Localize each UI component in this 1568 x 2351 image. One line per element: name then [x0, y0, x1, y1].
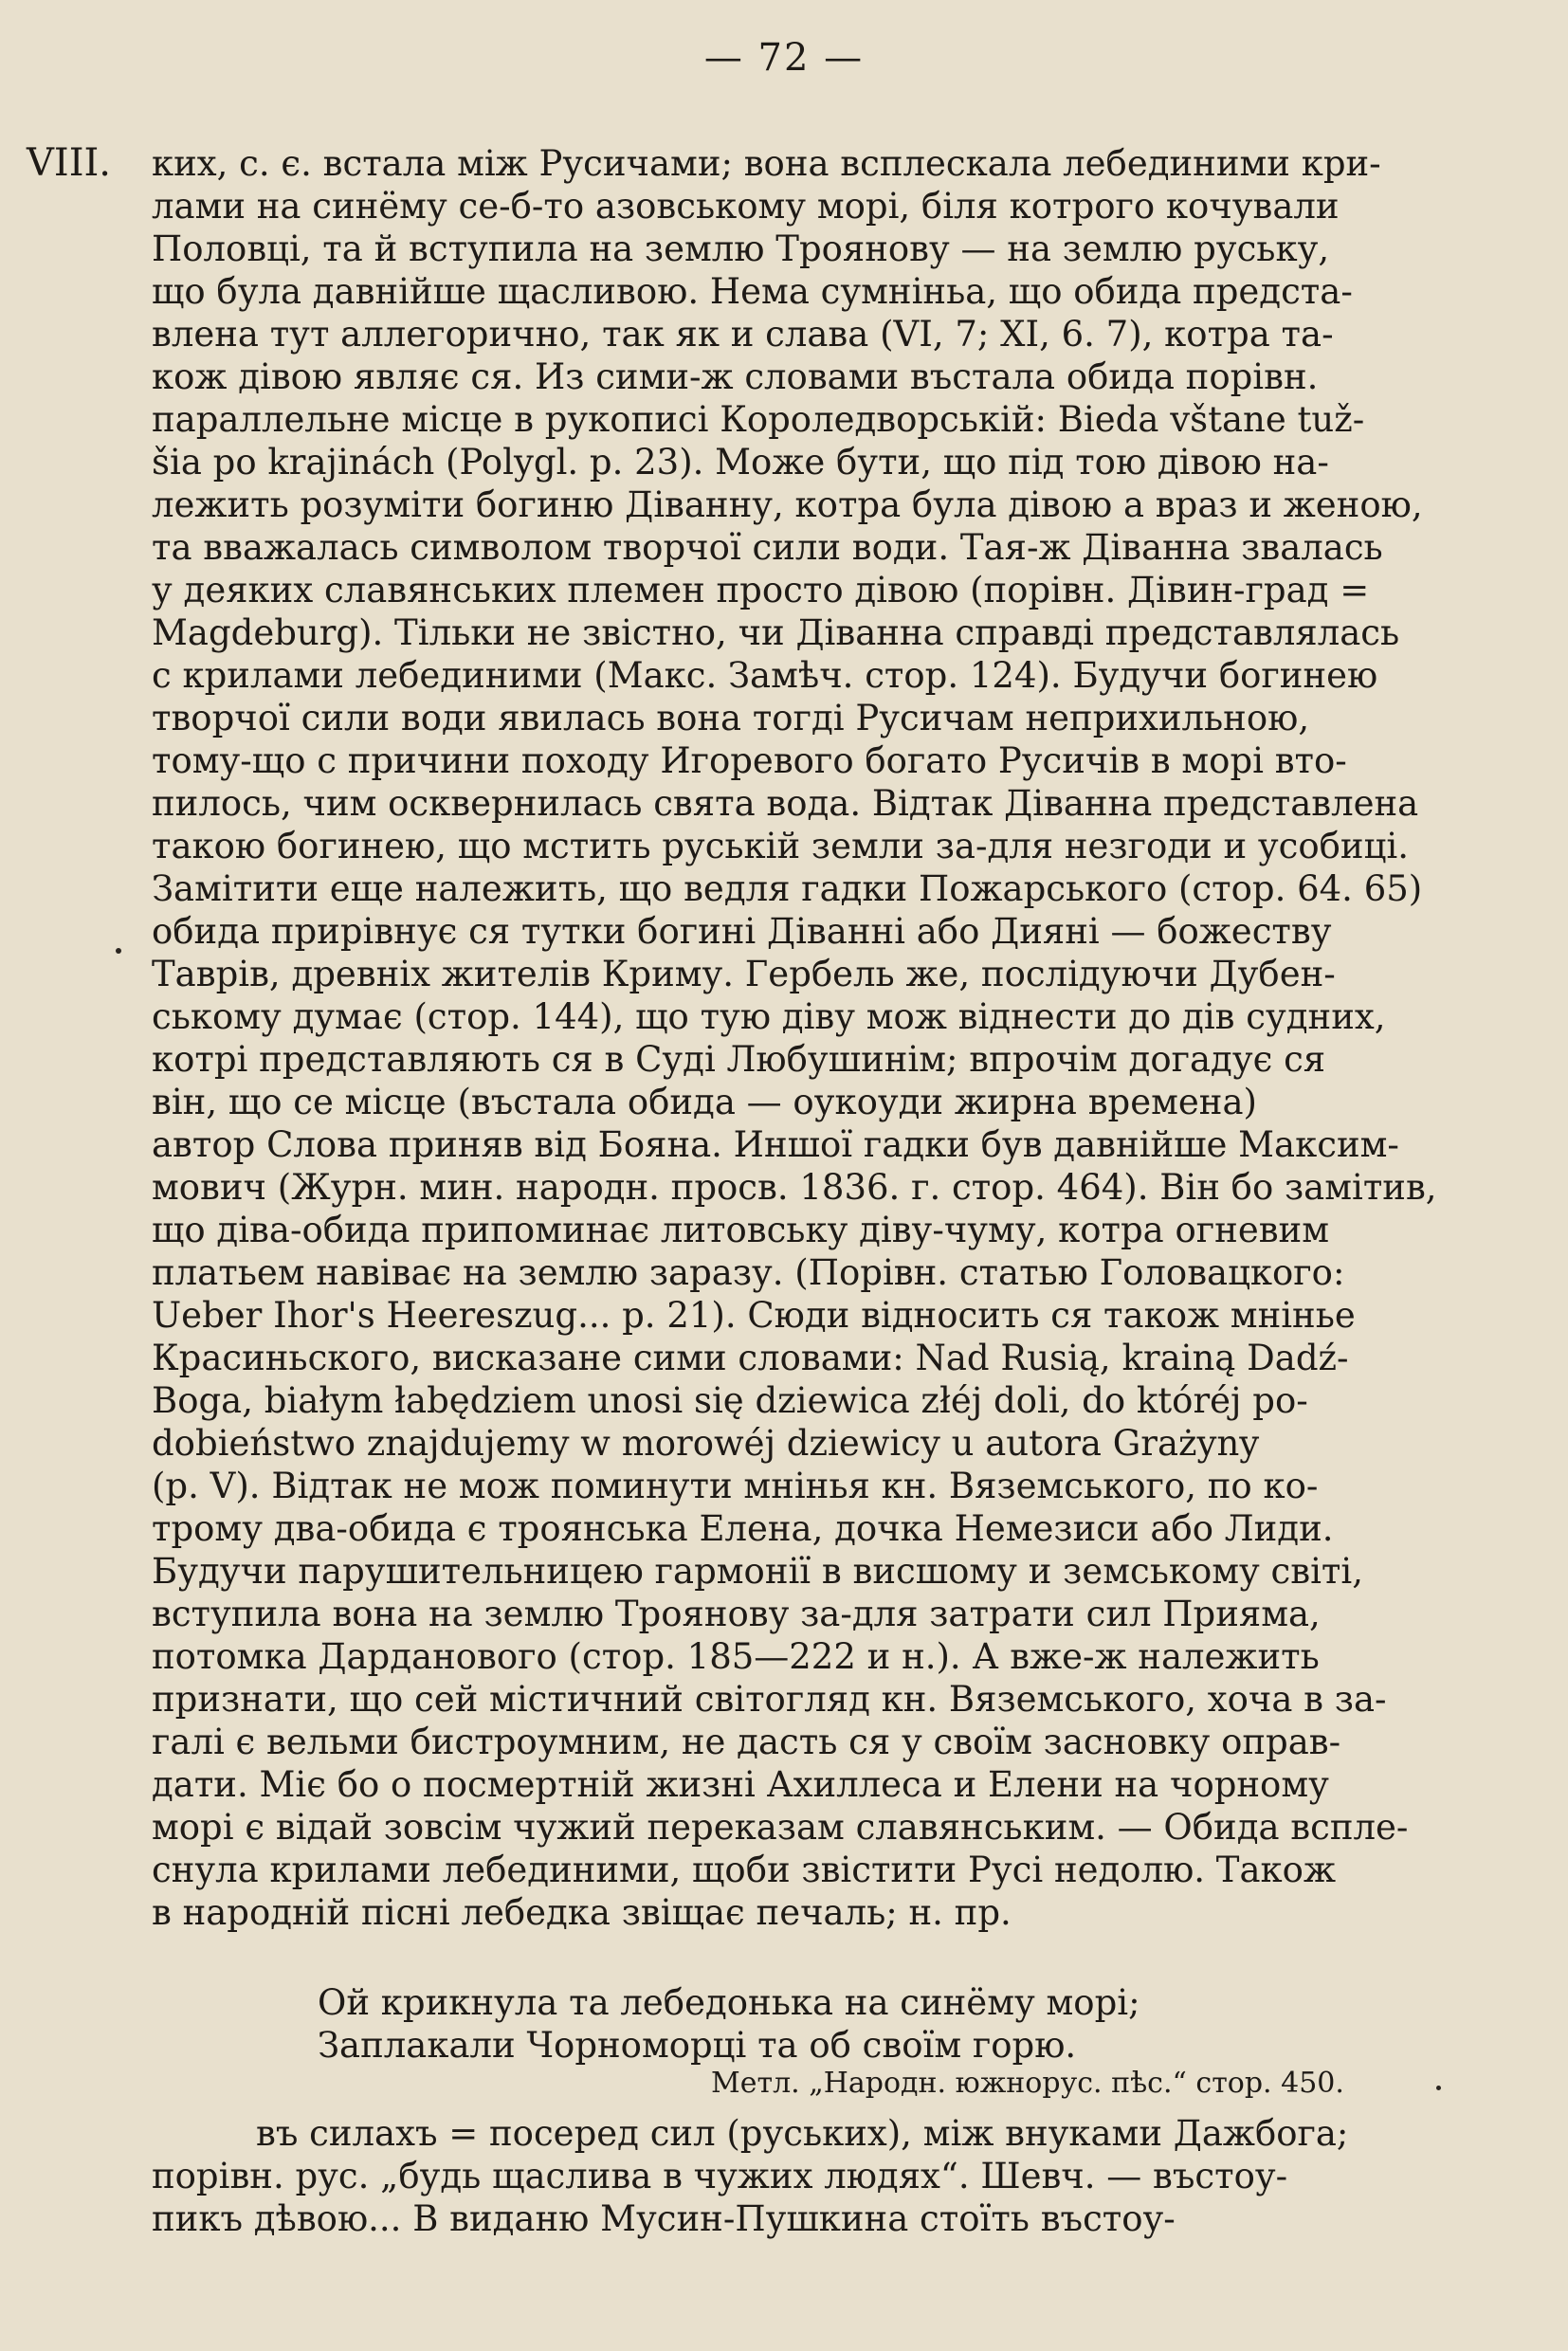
text-line: котрі представляють ся в Суді Любушинім; впрочім догадує ся: [152, 1039, 1326, 1080]
text-line: влена тут аллегорично, так як и слава (VI, 7; XI, 6. 7), котра та-: [152, 314, 1334, 355]
text-line: šia po krajinách (Polygl. p. 23). Може бути, що під тою дівою на-: [152, 442, 1329, 483]
text-line: ському думає (стор. 144), що тую діву мож віднести до дів судних,: [152, 996, 1386, 1037]
text-line: снула крилами лебединими, щоби звістити Русі недолю. Також: [152, 1850, 1336, 1890]
main-paragraph: [152, 142, 1498, 1934]
margin-mark: [116, 948, 121, 954]
text-line: творчої сили води явилась вона тогді Русичам неприхильною,: [152, 698, 1310, 738]
text-line: та вважалась символом творчої сили води. Тая-ж Діванна звалась: [152, 527, 1383, 568]
text-line: параллельне місце в рукописі Короледворській: Bieda vštane tuž-: [152, 399, 1365, 440]
text-line: Замітити еще належить, що ведля гадки Пожарського (стор. 64. 65): [152, 868, 1423, 909]
text-line: дати. Міє бо о посмертній жизні Ахиллеса и Елени на чорному: [152, 1764, 1329, 1805]
verse-citation: Метл. „Народн. южнорус. пѣс.“ стор. 450.: [711, 2067, 1344, 2100]
text-line: признати, що сей містичний світогляд кн. Вяземського, хоча в за-: [152, 1679, 1387, 1720]
section-marker: VIII.: [27, 141, 112, 185]
text-line: що діва-обида припоминає литовську діву-чуму, котра огневим: [152, 1210, 1329, 1250]
text-line: обида прирівнує ся тутки богині Діванні або Дияні — божеству: [152, 911, 1332, 952]
text-line: пилось, чим осквернилась свята вода. Відтак Діванна представлена: [152, 783, 1419, 824]
text-line: Половці, та й вступила на землю Троянову — на землю руську,: [152, 228, 1330, 269]
text-line: (p. V). Відтак не мож поминути мнінья кн. Вяземського, по ко-: [152, 1466, 1319, 1506]
text-line: потомка Дарданового (стор. 185—222 и н.). А вже-ж належить: [152, 1636, 1320, 1677]
second-paragraph: [152, 2112, 1498, 2240]
text-line: Будучи парушительницею гармонії в висшому и земському світі,: [152, 1551, 1363, 1592]
text-line: в народній пісні лебедка звіщає печаль; н. пр.: [152, 1892, 1012, 1933]
text-line: въ силахъ = посеред сил (руських), між внуками Дажбога;: [256, 2113, 1349, 2154]
text-line: трому два-обида є троянська Елена, дочка Немезиси або Лиди.: [152, 1508, 1334, 1549]
text-line: Boga, białym łabędziem unosi się dziewica złéj doli, do któréj po-: [152, 1380, 1308, 1421]
text-line: такою богинею, що мстить руській земли за-для незгоди и усобиці.: [152, 826, 1409, 866]
text-line: мович (Журн. мин. народн. просв. 1836. г. стор. 464). Він бо замітив,: [152, 1167, 1437, 1208]
text-line: платьем навіває на землю заразу. (Порівн. статью Головацкого:: [152, 1252, 1345, 1293]
text-line: порівн. рус. „будь щаслива в чужих людях“. Шевч. — въстоу-: [152, 2156, 1288, 2196]
text-line: Ой крикнула та лебедонька на синёму морі;: [318, 1982, 1140, 2023]
text-line: лами на синёму се-б-то азовському морі, біля котрого кочували: [152, 186, 1340, 227]
citation-mark: [1436, 2086, 1441, 2090]
text-line: лежить розуміти богиню Діванну, котра була дівою а враз и женою,: [152, 484, 1423, 525]
text-line: dobieństwo znajdujemy w morowéj dziewicy u autora Grażyny: [152, 1423, 1260, 1464]
verse-quote: [318, 1981, 1266, 2067]
text-line: морі є відай зовсім чужий переказам славянським. — Обида вспле-: [152, 1807, 1409, 1848]
text-line: що була давнійше щасливою. Нема сумніньа, що обида предста-: [152, 271, 1353, 312]
text-line: у деяких славянських племен просто дівою (порівн. Дівин-град =: [152, 570, 1370, 611]
text-line: Красиньского, висказане сими словами: Nad Rusią, krainą Dadź-: [152, 1338, 1349, 1378]
text-line: Ueber Ihor's Heereszug... p. 21). Сюди відносить ся також мнінье: [152, 1295, 1356, 1336]
text-line: с крилами лебединими (Макс. Замѣч. стор. 124). Будучи богинею: [152, 655, 1378, 696]
page-number: — 72 —: [703, 36, 865, 80]
text-line: тому-що с причини походу Игоревого богато Русичів в морі вто-: [152, 740, 1347, 781]
text-line: автор Слова приняв від Бояна. Иншої гадки був давнійше Максим-: [152, 1124, 1399, 1165]
text-line: Таврів, древніх жителів Криму. Гербель же, послідуючи Дубен-: [152, 954, 1336, 994]
text-line: вступила вона на землю Троянову за-для затрати сил Прияма,: [152, 1594, 1321, 1634]
text-line: кож дівою являє ся. Из сими-ж словами въстала обида порівн.: [152, 356, 1319, 397]
text-line: Заплакали Чорноморці та об своїм горю.: [318, 2025, 1077, 2066]
text-line: Magdeburg). Тільки не звістно, чи Діванна справді представлялась: [152, 612, 1400, 653]
text-line: ких, с. є. встала між Русичами; вона всплескала лебединими кри-: [152, 143, 1381, 184]
text-line: він, що се місце (въстала обида — оукоуди жирна времена): [152, 1082, 1257, 1122]
text-line: галі є вельми бистроумним, не дасть ся у своїм засновку оправ-: [152, 1722, 1341, 1762]
text-line: пикъ дѣвою... В виданю Мусин-Пушкина стоїть въстоу-: [152, 2198, 1176, 2239]
